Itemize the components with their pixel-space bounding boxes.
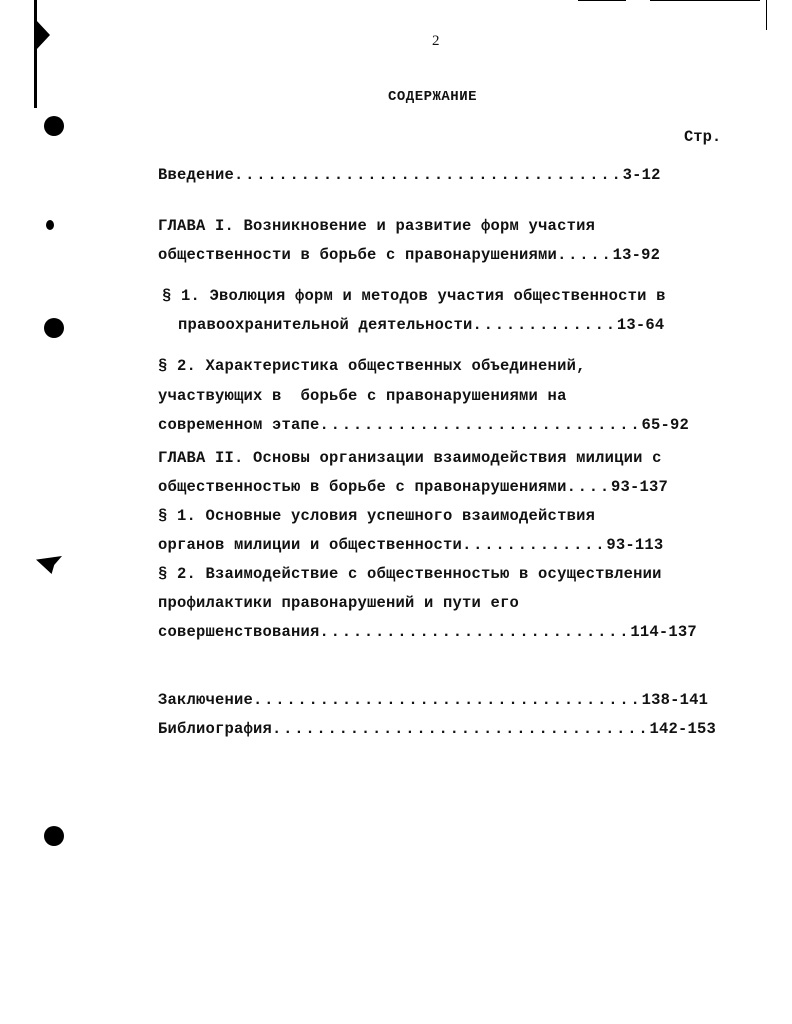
entry-text: общественности в борьбе с правонарушениями	[158, 246, 558, 264]
toc-entry-bibliography	[158, 720, 716, 738]
toc-ch1-section-1-line-1: § 1. Эволюция форм и методов участия общественности в	[162, 287, 666, 305]
toc-chapter-1-line-1: ГЛАВА I. Возникновение и развитие форм участия	[158, 217, 596, 235]
entry-text: современном этапе	[158, 416, 320, 434]
toc-ch1-section-1-line-2	[178, 316, 664, 334]
entry-pages: 13-64	[616, 316, 665, 334]
entry-text: органов милиции и общественности	[158, 536, 463, 554]
entry-pages: 142-153	[649, 720, 716, 738]
entry-pages: 65-92	[641, 416, 689, 434]
toc-chapter-2-line-2	[158, 478, 668, 496]
binder-notch	[36, 20, 50, 50]
entry-pages: 93-113	[606, 536, 664, 554]
entry-text: Введение	[158, 166, 235, 184]
leader-dots: ...................................	[234, 166, 623, 184]
entry-text: совершенствования	[158, 623, 320, 641]
toc-ch2-section-1-line-1: § 1. Основные условия успешного взаимодействия	[158, 507, 596, 525]
entry-pages: 138-141	[641, 691, 709, 709]
leader-dots: ...................................	[253, 691, 642, 709]
toc-ch2-section-2-line-3	[158, 623, 697, 641]
leader-dots: ............................	[319, 623, 631, 641]
toc-ch1-section-2-line-1: § 2. Характеристика общественных объединений,	[158, 357, 586, 375]
entry-pages: 114-137	[630, 623, 697, 641]
toc-ch2-section-1-line-2	[158, 536, 663, 554]
entry-pages: 3-12	[622, 166, 661, 184]
leader-dots: .............	[462, 536, 607, 554]
leader-dots: .............................	[319, 416, 642, 434]
toc-entry-conclusion	[158, 691, 708, 709]
scan-top-line	[650, 0, 760, 1]
toc-entry-intro	[158, 166, 661, 184]
punch-hole	[44, 826, 64, 846]
punch-hole	[44, 116, 64, 136]
toc-ch1-section-2-line-3	[158, 416, 689, 434]
scan-right-edge	[766, 0, 767, 30]
binder-edge	[34, 0, 37, 108]
leader-dots: ..................................	[272, 720, 650, 738]
toc-title: СОДЕРЖАНИЕ	[388, 89, 478, 105]
toc-ch1-section-2-line-2: участвующих в борьбе с правонарушениями на	[158, 387, 567, 405]
toc-chapter-1-line-2	[158, 246, 660, 264]
toc-chapter-2-line-1: ГЛАВА II. Основы организации взаимодействия милиции с	[158, 449, 662, 467]
binder-clip	[36, 556, 62, 574]
punch-hole	[44, 318, 64, 338]
page-number: 2	[432, 33, 440, 49]
entry-text: Библиография	[158, 720, 273, 738]
toc-ch2-section-2-line-2: профилактики правонарушений и пути его	[158, 594, 520, 612]
scan-top-line	[578, 0, 626, 1]
leader-dots: ....	[566, 478, 611, 496]
pages-column-label: Стр.	[684, 128, 722, 146]
entry-pages: 13-92	[612, 246, 661, 264]
leader-dots: .............	[472, 316, 617, 334]
entry-pages: 93-137	[610, 478, 668, 496]
leader-dots: .....	[557, 246, 613, 264]
entry-text: правоохранительной деятельности	[178, 316, 473, 334]
toc-ch2-section-2-line-1: § 2. Взаимодействие с общественностью в осуществлении	[158, 565, 662, 583]
entry-text: общественностью в борьбе с правонарушениями	[158, 478, 567, 496]
binder-mark	[46, 220, 54, 230]
entry-text: Заключение	[158, 691, 254, 709]
